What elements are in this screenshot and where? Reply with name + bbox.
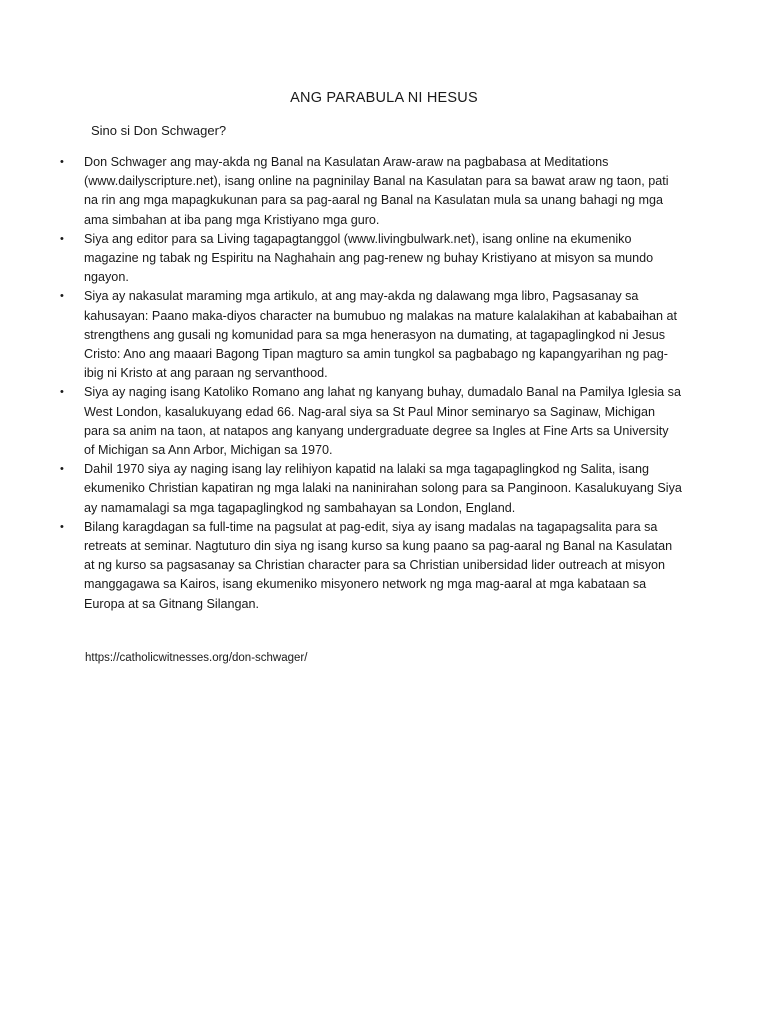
bullet-item [60,518,682,614]
bullet-text: Bilang karagdagan sa full-time na pagsulat at pag-edit, siya ay isang madalas na tagapagsalita para sa retreats at seminar. Nagtuturo din siya ng isang kurso sa kung paano sa pag-aaral ng Banal na Kasulatan at ng kurso sa pagsasanay sa Christian character para sa Christian unibersidad lider outreach at misyon manggagawa sa Kairos, isang ekumeniko misyonero network ng mga mag-aaral at mga kabataan sa Europa at sa Gitnang Silangan. [84,519,673,611]
bullet-text: Dahil 1970 siya ay naging isang lay relihiyon kapatid na lalaki sa mga tagapaglingkod ng Salita, isang ekumeniko Christian kapatiran ng mga lalaki na naninirahan solong para sa Panginoon. Kasalukuyang Siya ay namamalagi sa mga tagapaglingkod ng sambahayan sa London, England. [84,462,682,515]
bullet-icon: • [60,232,64,245]
document-subtitle: Sino si Don Schwager? [91,123,227,138]
bullet-text: Don Schwager ang may-akda ng Banal na Kasulatan Araw-araw na pagbabasa at Meditations (www.dailyscripture.net), isang online na pagninilay Banal na Kasulatan para sa bawat araw ng taon, pati na rin ang mga mapagkukunan para sa pag-aaral ng Banal na Kasulatan mula sa unang bahagi ng mga ama simbahan at iba pang mga Kristiyano mga guro. [84,155,669,227]
bullet-item [60,153,682,230]
bullet-text: Siya ang editor para sa Living tagapagtanggol (www.livingbulwark.net), isang online na ekumeniko magazine ng tabak ng Espiritu na Naghahain ang pag-renew ng buhay Kristiyano at misyon sa mundo ngayon. [84,231,654,285]
bullet-icon: • [60,386,64,399]
document-title: ANG PARABULA NI HESUS [290,90,478,106]
bullet-text: Siya ay nakasulat maraming mga artikulo, at ang may-akda ng dalawang mga libro, Pagsasanay sa kahusayan: Paano maka-diyos character na bumubuo ng malakas na mature kalalakihan at kababaihan at strengthens ang gusali ng komunidad para sa mga henerasyon na dumating, at tagapaglingkod ni Jesus Cristo: Ano ang maaari Bagong Tipan magturo sa amin tungkol sa pagbabago ng kapangyarihan ng pag-ibig ni Kristo at ang paraan ng servanthood. [84,289,677,381]
bullet-icon: • [60,156,64,168]
bullet-icon: • [60,290,64,303]
bullet-text: Siya ay naging isang Katoliko Romano ang lahat ng kanyang buhay, dumadalo Banal na Pamilya Iglesia sa West London, kasalukuyang edad 66. Nag-aral siya sa St Paul Minor seminaryo sa Saginaw, Michigan para sa anim na taon, at natapos ang kanyang undergraduate degree sa Ingles at Fine Arts sa University of Michigan sa Ann Arbor, Michigan sa 1970. [84,385,681,458]
bullet-icon: • [60,463,64,476]
bullet-item [60,460,682,518]
bullet-item [60,383,682,460]
source-link[interactable]: https://catholicwitnesses.org/don-schwager/ [85,652,308,664]
bullet-icon: • [60,520,64,533]
bullet-item [60,230,682,288]
bullet-list [60,153,682,614]
bullet-item [60,287,682,383]
